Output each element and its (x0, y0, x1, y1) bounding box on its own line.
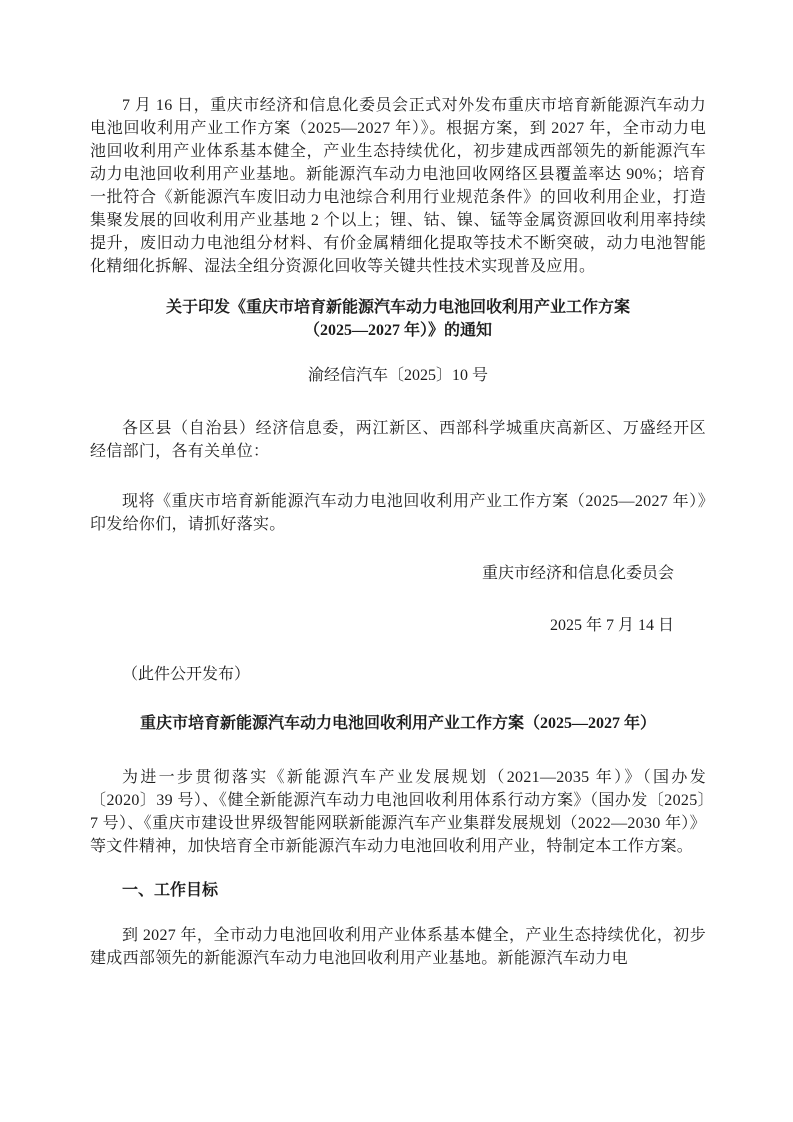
issue-date: 2025 年 7 月 14 日 (549, 617, 674, 634)
doc-number: 渝经信汽车〔2025〕10 号 (307, 367, 488, 384)
section-1-paragraph: 到 2027 年，全市动力电池回收利用产业体系基本健全，产业生态持续优化，初步建成西部领先的新能源汽车动力电池回收利用产业基地。新能源汽车动力电 (90, 927, 706, 967)
addressee-paragraph: 各区县（自治县）经济信息委，两江新区、西部科学城重庆高新区、万盛经开区经信部门，各有关单位： (90, 420, 706, 460)
section-1-heading: 一、工作目标 (122, 882, 219, 899)
notice-title (90, 296, 706, 342)
public-release-note: （此件公开发布） (122, 666, 251, 683)
forward-paragraph: 现将《重庆市培育新能源汽车动力电池回收利用产业工作方案（2025—2027 年）》印发给你们，请抓好落实。 (90, 493, 706, 533)
preamble-paragraph: 为进一步贯彻落实《新能源汽车产业发展规划（2021—2035 年）》（国办发〔2020〕39 号）、《健全新能源汽车动力电池回收利用体系行动方案》（国办发〔2025〕7 号）、《重庆市建设世界级智能网联新能源汽车产业集群发展规划（2022—2030 年）》等文件精神，加快培育全市新能源汽车动力电池回收利用产业，特制定本工作方案。 (90, 769, 706, 855)
plan-title: 重庆市培育新能源汽车动力电池回收利用产业工作方案（2025—2027 年） (139, 715, 656, 732)
notice-title-line1: 关于印发《重庆市培育新能源汽车动力电池回收利用产业工作方案 (165, 299, 630, 316)
intro-paragraph: 7 月 16 日，重庆市经济和信息化委员会正式对外发布重庆市培育新能源汽车动力电池回收利用产业工作方案（2025—2027 年）》。根据方案，到 2027 年，全市动力电池回收利用产业体系基本健全，产业生态持续优化，初步建成西部领先的新能源汽车动力电池回收利用产业基地。新能源汽车动力电池回收网络区县覆盖率达 90%；培育一批符合《新能源汽车废旧动力电池综合利用行业规范条件》的回收利用企业，打造集聚发展的回收利用产业基地 2 个以上；锂、钴、镍、锰等金属资源回收利用率持续提升，废旧动力电池组分材料、有价金属精细化提取等技术不断突破，动力电池智能化精细化拆解、湿法全组分资源化回收等关键共性技术实现普及应用。 (90, 97, 706, 275)
issuer-signature: 重庆市经济和信息化委员会 (481, 565, 674, 582)
notice-title-line2: （2025—2027 年）》的通知 (303, 322, 492, 339)
